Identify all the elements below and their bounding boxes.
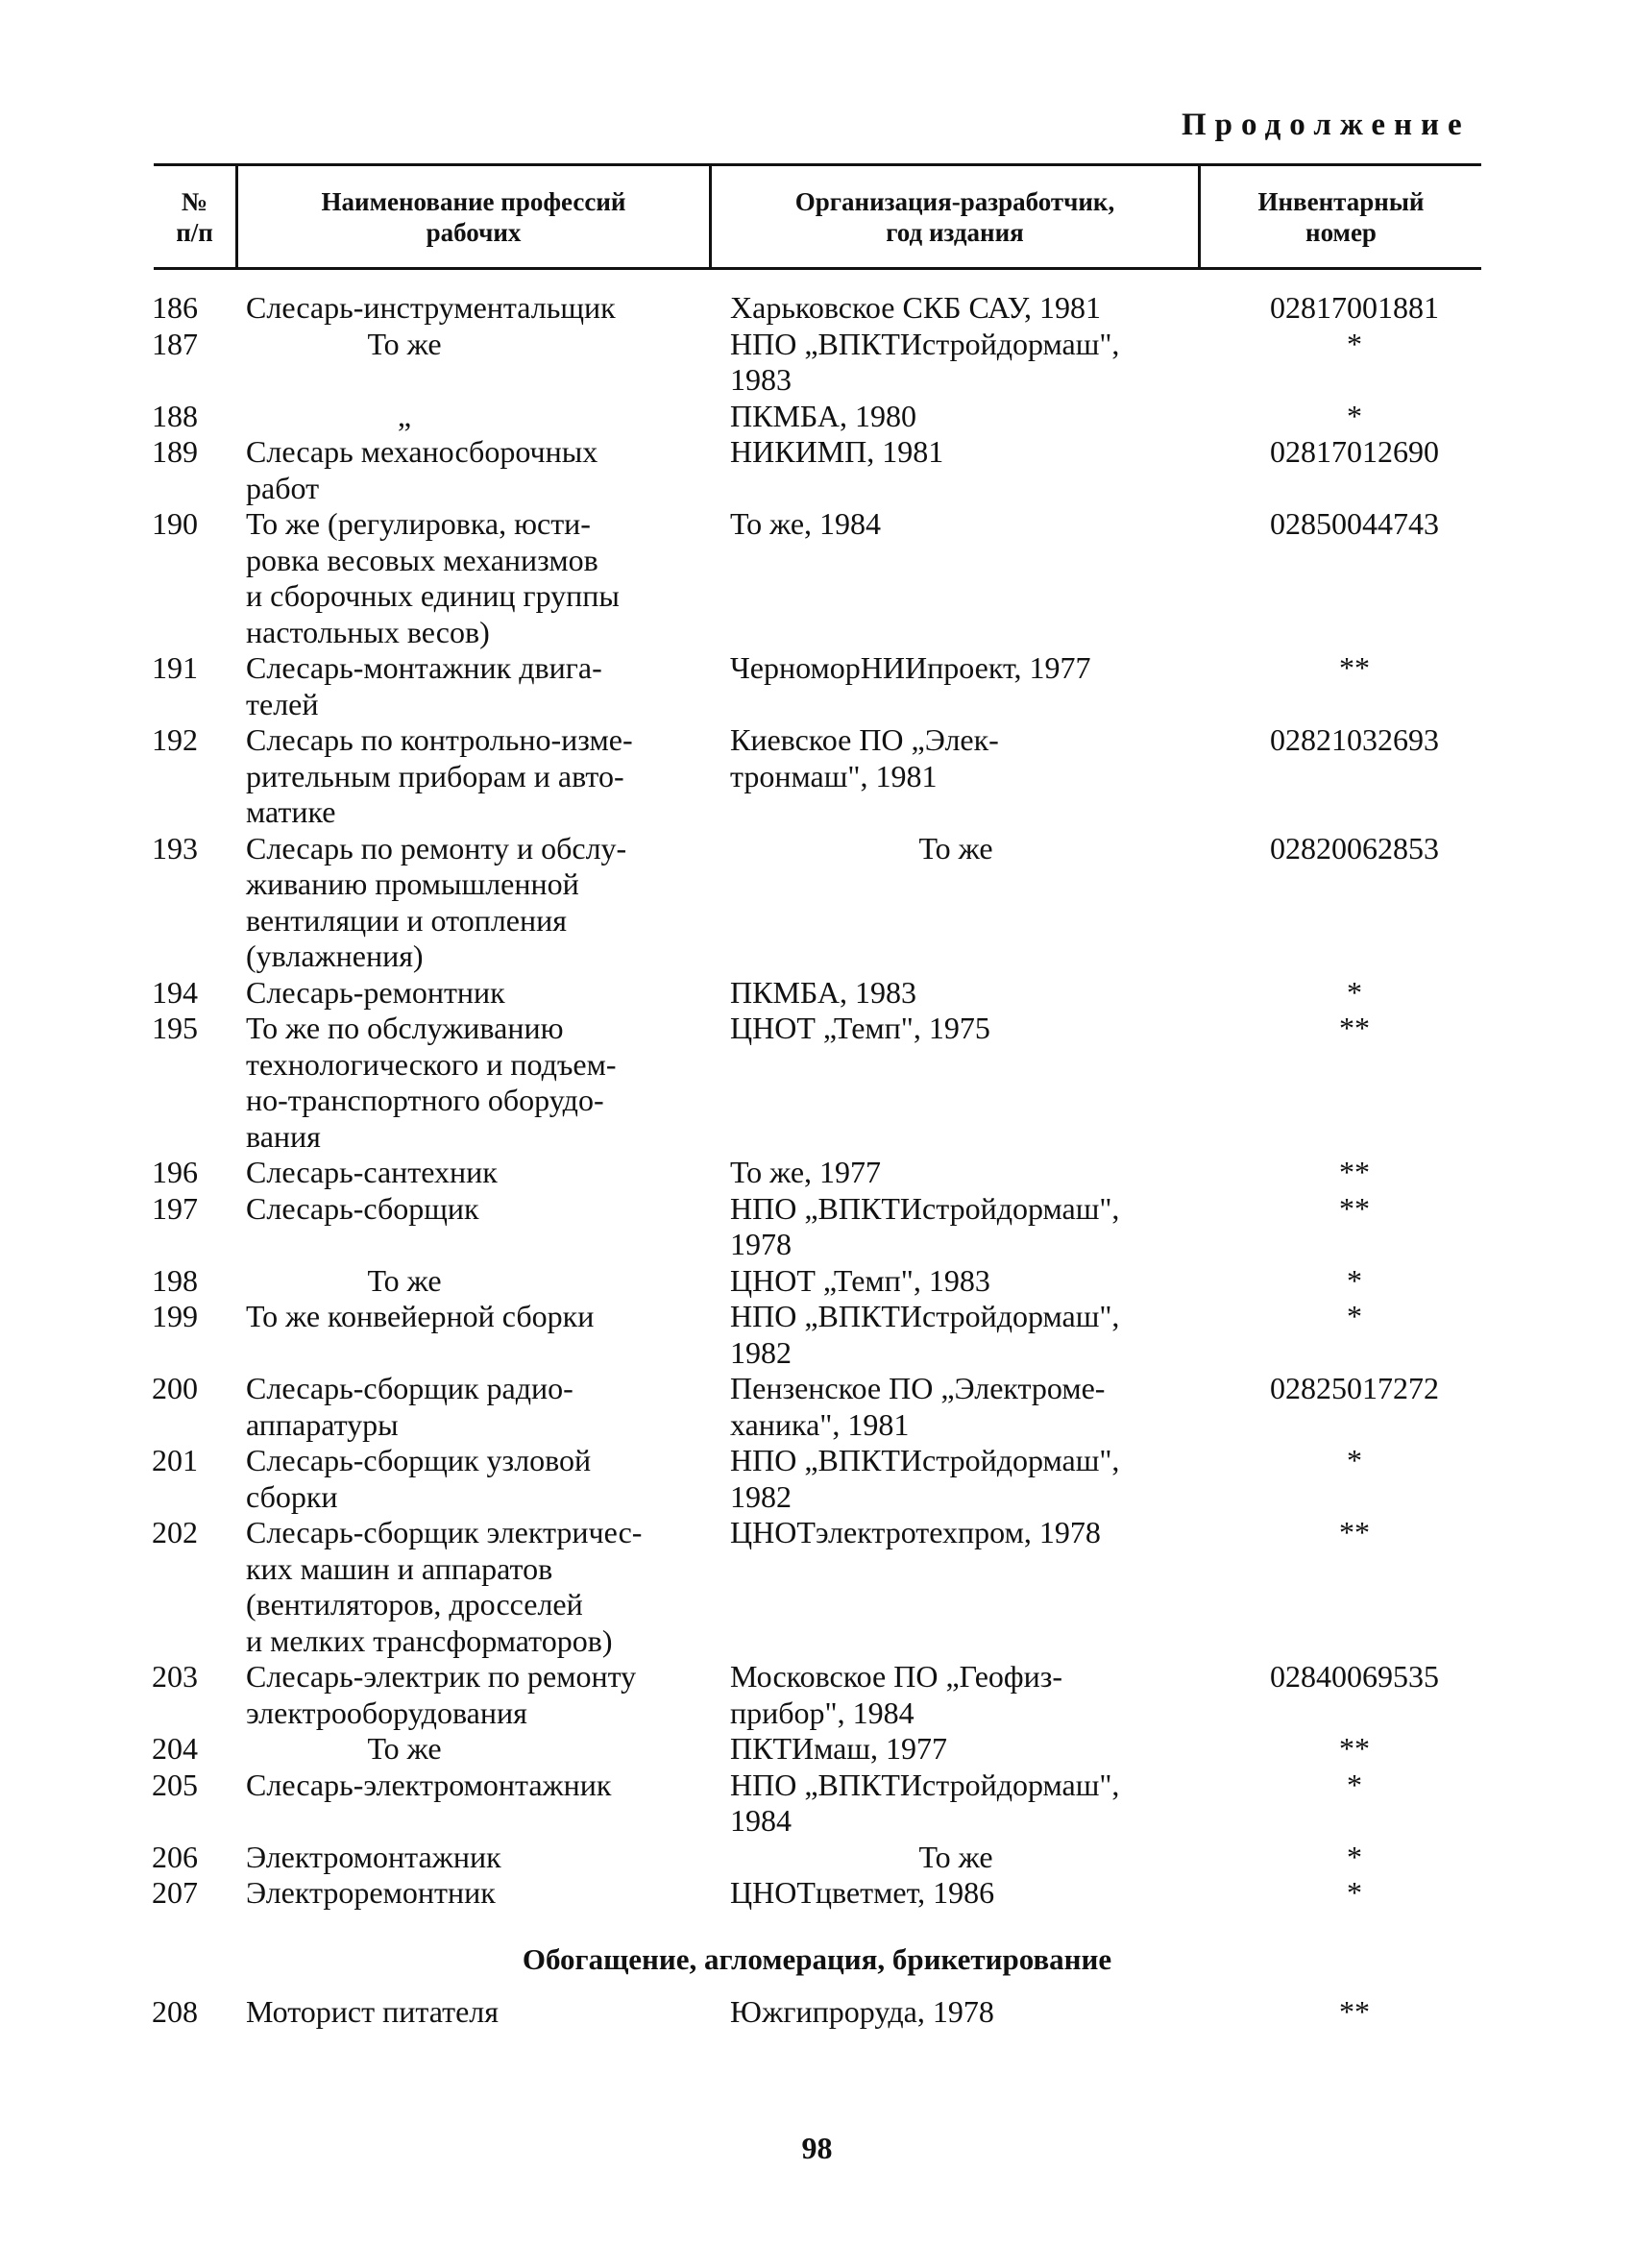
- table-row: [0, 1731, 1634, 1768]
- table-row: [0, 1994, 1634, 2031]
- row-inventory-number: *: [1347, 1839, 1362, 1874]
- row-profession: То же: [367, 326, 442, 361]
- table-row: [0, 1011, 1634, 1155]
- table-row: [0, 1191, 1634, 1263]
- row-number: 193: [152, 830, 198, 866]
- row-inventory-number: *: [1347, 1262, 1362, 1298]
- row-inventory-number: **: [1339, 1731, 1370, 1766]
- row-number: 191: [152, 650, 198, 685]
- row-organization: НПО „ВПКТИстройдормаш", 1978: [730, 1190, 1120, 1261]
- row-profession: То же конвейерной сборки: [246, 1299, 595, 1333]
- row-number: 206: [152, 1839, 198, 1874]
- row-number: 192: [152, 722, 198, 757]
- table-row: [0, 1875, 1634, 1912]
- table-row: [0, 1371, 1634, 1443]
- row-inventory-number: 02840069535: [1270, 1659, 1439, 1694]
- row-organization: ПКМБА, 1980: [730, 398, 916, 433]
- row-organization: То же: [918, 1839, 993, 1874]
- row-number: 189: [152, 434, 198, 469]
- row-profession: Слесарь-монтажник двига- телей: [246, 650, 602, 721]
- row-number: 200: [152, 1371, 198, 1405]
- row-organization: Киевское ПО „Элек- тронмаш", 1981: [730, 722, 999, 793]
- row-profession: Слесарь по контрольно-изме- рительным приборам и авто- матике: [246, 722, 633, 829]
- row-inventory-number: **: [1339, 1515, 1370, 1549]
- table-row: [0, 434, 1634, 506]
- table-row: [0, 1443, 1634, 1515]
- row-inventory-number: **: [1339, 1011, 1370, 1045]
- row-organization: ЦНОТ „Темп", 1975: [730, 1011, 990, 1045]
- section-table-body: [0, 1994, 1634, 2031]
- row-inventory-number: *: [1347, 1299, 1362, 1333]
- row-profession: Слесарь-инструментальщик: [246, 290, 616, 325]
- header-number: № п/п: [176, 186, 213, 247]
- table-body: [0, 290, 1634, 1912]
- row-profession: То же (регулировка, юсти- ровка весовых механизмов и сборочных единиц группы настольных весов): [246, 506, 620, 649]
- header-organization: Организация-разработчик, год издания: [794, 186, 1115, 247]
- page-number: 98: [801, 2131, 833, 2165]
- table-row: [0, 1299, 1634, 1371]
- row-inventory-number: *: [1347, 974, 1362, 1010]
- row-profession: Электроремонтник: [246, 1875, 496, 1910]
- table-row: [0, 399, 1634, 435]
- section-title: Обогащение, агломерация, брикетирование: [522, 1941, 1112, 1976]
- row-profession: Слесарь-сантехник: [246, 1155, 498, 1189]
- row-number: 201: [152, 1443, 198, 1477]
- row-number: 203: [152, 1659, 198, 1694]
- table-row: [0, 327, 1634, 399]
- row-profession: Слесарь-электрик по ремонту электрооборудования: [246, 1659, 637, 1730]
- row-organization: ПКМБА, 1983: [730, 974, 916, 1010]
- row-profession: Слесарь-ремонтник: [246, 974, 505, 1010]
- row-inventory-number: 02821032693: [1270, 722, 1439, 757]
- row-profession: Слесарь-сборщик узловой сборки: [246, 1443, 592, 1514]
- row-profession: То же по обслуживанию технологического и подъем- но-транспортного оборудо- вания: [246, 1011, 617, 1154]
- row-profession: Слесарь механосборочных работ: [246, 434, 598, 505]
- row-inventory-number: **: [1339, 1155, 1370, 1189]
- row-organization: Пензенское ПО „Электроме- ханика", 1981: [730, 1371, 1106, 1442]
- table-row: [0, 831, 1634, 975]
- row-profession: Слесарь-электромонтажник: [246, 1767, 612, 1802]
- row-number: 198: [152, 1262, 198, 1298]
- row-organization: НПО „ВПКТИстройдормаш", 1982: [730, 1443, 1120, 1514]
- row-number: 204: [152, 1731, 198, 1766]
- row-organization: То же: [918, 830, 993, 866]
- table-row: [0, 1768, 1634, 1840]
- row-profession: Слесарь по ремонту и обслу- живанию промышленной вентиляции и отопления (увлажнения): [246, 830, 627, 973]
- row-inventory-number: 02817001881: [1270, 290, 1439, 325]
- row-number: 195: [152, 1011, 198, 1045]
- row-organization: НИКИМП, 1981: [730, 434, 944, 469]
- row-number: 205: [152, 1767, 198, 1802]
- row-organization: ЦНОТэлектротехпром, 1978: [730, 1515, 1101, 1549]
- header-profession: Наименование профессий рабочих: [321, 186, 626, 247]
- row-inventory-number: *: [1347, 326, 1362, 361]
- table-row: [0, 650, 1634, 722]
- row-inventory-number: *: [1347, 1875, 1362, 1910]
- row-number: 196: [152, 1155, 198, 1189]
- continuation-label: Продолжение: [1182, 108, 1471, 142]
- row-profession: „: [397, 398, 412, 433]
- row-organization: НПО „ВПКТИстройдормаш", 1983: [730, 326, 1120, 397]
- table-row: [0, 1515, 1634, 1659]
- row-inventory-number: 02825017272: [1270, 1371, 1439, 1405]
- table-row: [0, 1155, 1634, 1191]
- row-organization: НПО „ВПКТИстройдормаш", 1984: [730, 1767, 1120, 1838]
- row-organization: ЧерноморНИИпроект, 1977: [730, 650, 1091, 685]
- table-row: [0, 1263, 1634, 1300]
- row-inventory-number: 02817012690: [1270, 434, 1439, 469]
- row-number: 208: [152, 1993, 198, 2029]
- table-header: [154, 163, 1481, 270]
- row-number: 187: [152, 326, 198, 361]
- table-row: [0, 975, 1634, 1012]
- row-profession: Слесарь-сборщик электричес- ких машин и аппаратов (вентиляторов, дросселей и мелких трансформаторов): [246, 1515, 643, 1658]
- table-row: [0, 1659, 1634, 1731]
- table-row: [0, 1840, 1634, 1876]
- row-organization: Харьковское СКБ САУ, 1981: [730, 290, 1102, 325]
- row-organization: Московское ПО „Геофиз- прибор", 1984: [730, 1659, 1063, 1730]
- table-row: [0, 290, 1634, 327]
- row-number: 197: [152, 1190, 198, 1226]
- row-profession: То же: [367, 1262, 442, 1298]
- row-organization: НПО „ВПКТИстройдормаш", 1982: [730, 1299, 1120, 1370]
- row-inventory-number: **: [1339, 1993, 1370, 2029]
- row-inventory-number: 02850044743: [1270, 506, 1439, 541]
- row-profession: Слесарь-сборщик: [246, 1190, 479, 1226]
- row-number: 186: [152, 290, 198, 325]
- row-profession: Электромонтажник: [246, 1839, 501, 1874]
- row-inventory-number: 02820062853: [1270, 830, 1439, 866]
- row-inventory-number: *: [1347, 398, 1362, 433]
- row-number: 199: [152, 1299, 198, 1333]
- row-number: 188: [152, 398, 198, 433]
- row-organization: ПКТИмаш, 1977: [730, 1731, 947, 1766]
- row-organization: ЦНОТ „Темп", 1983: [730, 1262, 990, 1298]
- row-profession: Слесарь-сборщик радио- аппаратуры: [246, 1371, 573, 1442]
- row-inventory-number: *: [1347, 1443, 1362, 1477]
- row-inventory-number: **: [1339, 1190, 1370, 1226]
- table-row: [0, 722, 1634, 831]
- row-organization: Южгипроруда, 1978: [730, 1993, 994, 2029]
- row-number: 202: [152, 1515, 198, 1549]
- row-organization: ЦНОТцветмет, 1986: [730, 1875, 995, 1910]
- row-number: 207: [152, 1875, 198, 1910]
- row-organization: То же, 1977: [730, 1155, 882, 1189]
- row-inventory-number: *: [1347, 1767, 1362, 1802]
- row-inventory-number: **: [1339, 650, 1370, 685]
- row-number: 194: [152, 974, 198, 1010]
- table-row: [0, 506, 1634, 650]
- row-number: 190: [152, 506, 198, 541]
- row-organization: То же, 1984: [730, 506, 882, 541]
- header-inventory: Инвентарный номер: [1257, 186, 1425, 247]
- row-profession: Моторист питателя: [246, 1993, 499, 2029]
- row-profession: То же: [367, 1731, 442, 1766]
